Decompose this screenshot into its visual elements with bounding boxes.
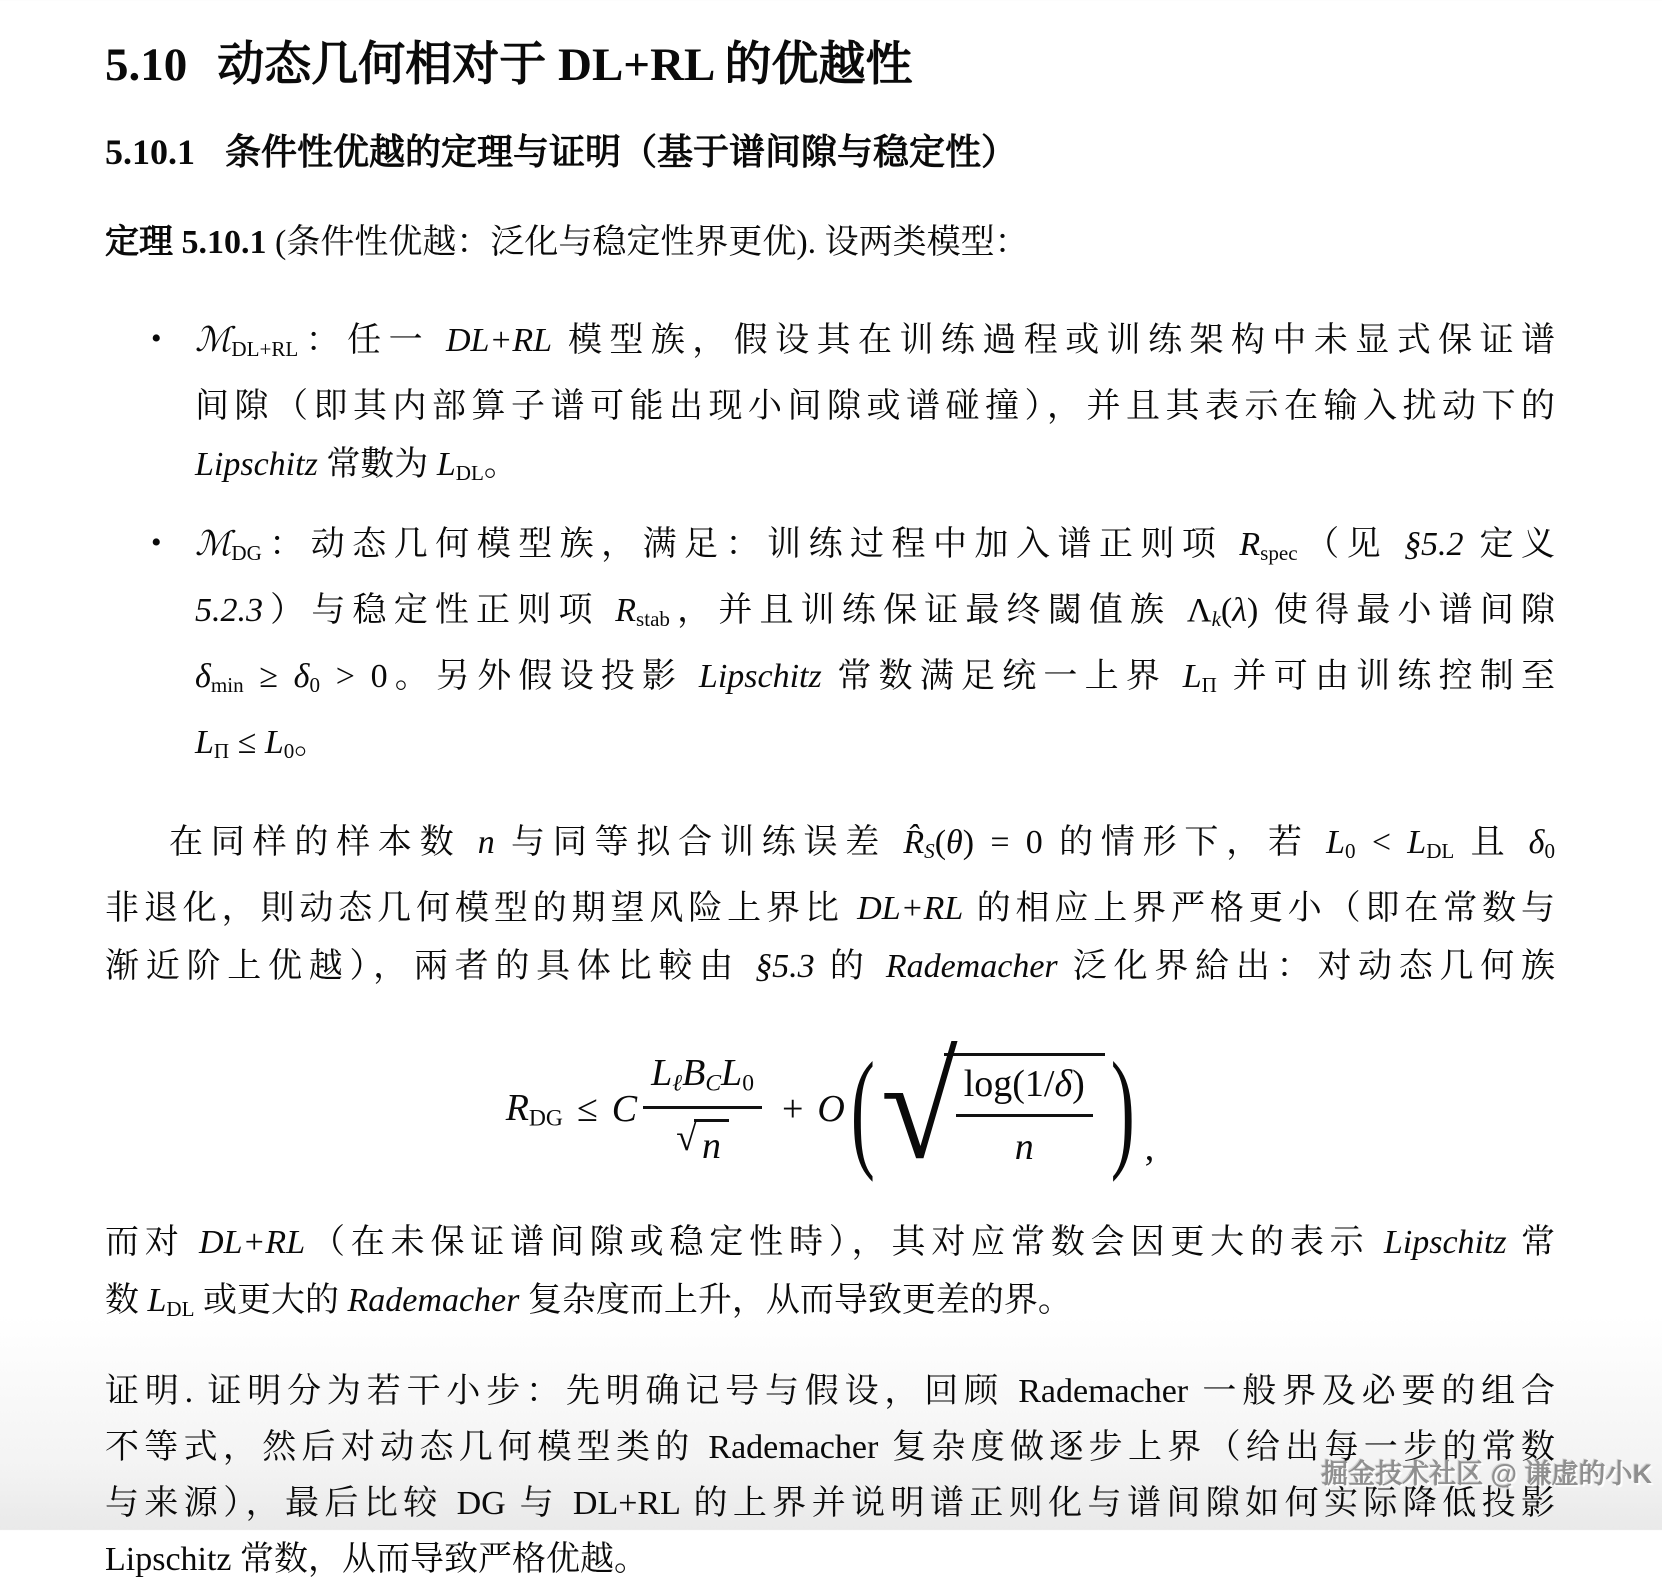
text-line: ℳDL+RL：任一 DL+RL 模型族，假设其在训练過程或训练架构中未显式保证谱 — [195, 322, 1556, 362]
fraction-denominator — [643, 1106, 762, 1168]
subsection-number: 5.10.1 — [105, 132, 195, 172]
display-formula — [105, 1014, 1555, 1204]
bullet-icon: • — [151, 526, 162, 560]
text-line: Lipschitz 常數为 LDL。 — [195, 446, 518, 486]
radical-icon: √ — [880, 1027, 958, 1191]
fraction-numerator: LℓBCL0 — [651, 1052, 754, 1097]
text-line: 5.2.3）与稳定性正则项 Rstab，并且训练保证最终閾值族 Λk(λ) 使得最小谱间隙 — [195, 592, 1556, 632]
formula-comma: , — [1144, 1127, 1155, 1170]
formula-constant: C — [611, 1088, 638, 1131]
text-line: Lipschitz 常数，从而导致严格优越。 — [105, 1541, 649, 1579]
text-line: 渐近阶上优越），兩者的具体比較由 §5.3 的 Rademacher 泛化界給出：对动态几何族 — [105, 948, 1556, 986]
paragraph-dlrl-bound — [105, 1214, 1555, 1338]
text-line: 不等式，然后对动态几何模型类的 Rademacher 复杂度做逐步上界（给出每一步的常数 — [105, 1429, 1556, 1467]
text-line: 数 LDL 或更大的 Rademacher 复杂度而上升，从而导致更差的界。 — [105, 1282, 1072, 1322]
text-line: 与来源），最后比较 DG 与 DL+RL 的上界并说明谱正则化与谱间隙如何实际降低投影 — [105, 1485, 1556, 1523]
text-line: 而对 DL+RL（在未保证谱间隙或稳定性時），其对应常数会因更大的表示 Lipschitz 常 — [105, 1224, 1556, 1262]
watermark: 掘金技术社区 @ 谦虚的小K — [1321, 1459, 1652, 1489]
paragraph-comparison — [105, 814, 1555, 996]
text-line: 证明. 证明分为若干小步：先明确记号与假设，回顾 Rademacher 一般界及必要的组合 — [105, 1373, 1555, 1411]
section-title: 动态几何相对于 DL+RL 的优越性 — [217, 39, 913, 91]
fraction — [643, 1051, 762, 1168]
bullet-list — [105, 312, 1555, 780]
formula-lhs: RDG — [505, 1087, 563, 1132]
text-line: 间隙（即其内部算子谱可能出现小间隙或谱碰撞），并且其表示在输入扰动下的 — [195, 388, 1555, 426]
section-number: 5.10 — [105, 39, 188, 91]
inner-denominator: n — [956, 1114, 1093, 1169]
leq-sign: ≤ — [576, 1088, 598, 1131]
radical-icon: √ — [676, 1116, 697, 1159]
big-o: O — [817, 1088, 845, 1131]
theorem-statement: 定理 5.10.1 (条件性优越：泛化与稳定性界更优). 设两类模型： — [105, 224, 1029, 261]
inner-numerator: log(1/δ) — [963, 1063, 1085, 1106]
text-line: δmin ≥ δ0 > 0。另外假设投影 Lipschitz 常数满足统一上界 LΠ 并可由训练控制至 — [195, 658, 1556, 698]
list-item-dg — [105, 516, 1555, 780]
sqrt-n: √ n — [676, 1119, 729, 1168]
subsection-heading — [105, 130, 1555, 174]
text-line: ℳDG：动态几何模型族，满足：训练过程中加入谱正则项 Rspec（见 §5.2 定义 — [195, 526, 1556, 566]
section-heading — [105, 38, 1555, 92]
list-item-dlrl — [105, 312, 1555, 502]
text-line: 非退化，則动态几何模型的期望风险上界比 DL+RL 的相应上界严格更小（即在常数与 — [105, 890, 1556, 928]
inner-fraction — [956, 1062, 1093, 1169]
subsection-title: 条件性优越的定理与证明（基于谱间隙与稳定性） — [225, 132, 1018, 172]
text-line: 在同样的样本数 n 与同等拟合训练误差 R̂S(θ) = 0 的情形下，若 L0 < LDL 且 δ0 — [169, 824, 1556, 864]
bullet-icon: • — [151, 322, 162, 355]
left-paren: ( — [850, 1035, 875, 1184]
big-radical — [880, 1027, 1105, 1191]
plus-sign: + — [781, 1088, 804, 1131]
text-line: LΠ ≤ L0。 — [195, 724, 329, 764]
right-paren: ) — [1110, 1035, 1135, 1184]
